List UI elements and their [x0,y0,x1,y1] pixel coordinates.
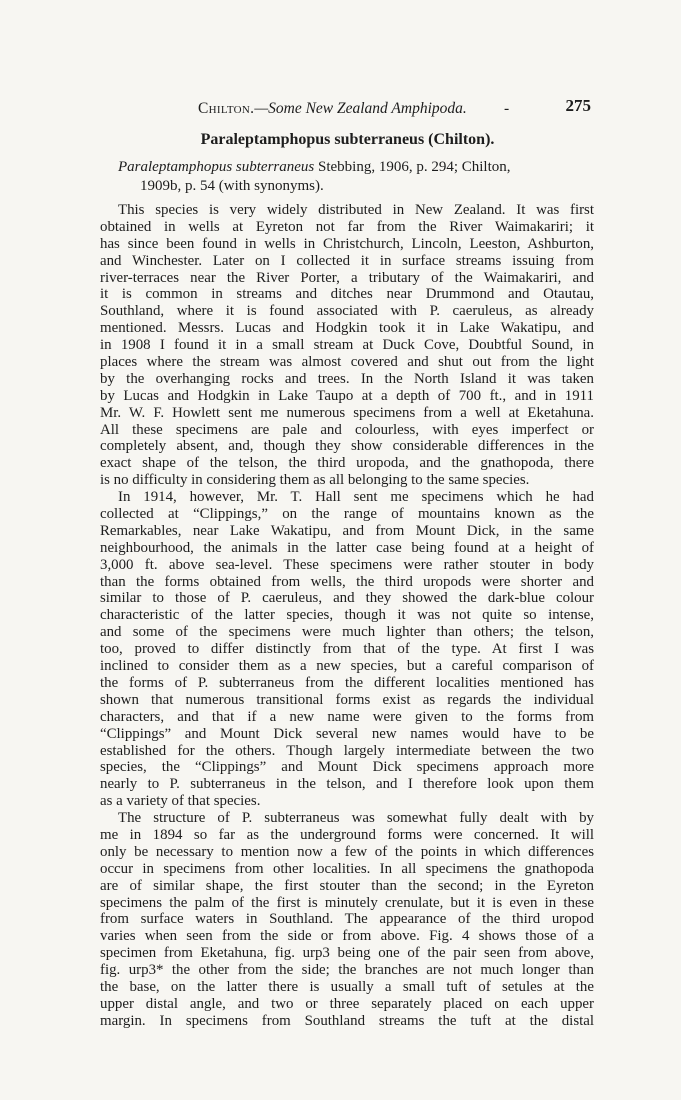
body-text [100,202,594,1030]
body-line: the forms of P. subterraneus from the different localities mentioned has [100,674,594,691]
body-line: river-terraces near the River Porter, a tributary of the Waimakariri, and [100,269,594,286]
body-line: nearly to P. subterraneus in the telson, and I therefore look upon them [100,776,594,793]
body-line: varies when seen from the side or from above. Fig. 4 shows those of a [100,928,594,945]
body-line: Mr. W. F. Howlett sent me numerous specimens from a well at Eketahuna. [100,404,594,421]
body-line: Remarkables, near Lake Wakatipu, and from Mount Dick, in the same [100,522,594,539]
body-line: characteristic of the latter species, though it was not quite so intense, [100,607,594,624]
body-line: mentioned. Messrs. Lucas and Hodgkin took it in Lake Wakatipu, and [100,320,594,337]
body-line: than the forms obtained from wells, the third uropods were shorter and [100,573,594,590]
body-line: exact shape of the telson, the third uropoda, and the gnathopoda, there [100,455,594,472]
body-line: the base, on the latter there is usually a small tuft of setules at the [100,978,594,995]
body-line: This species is very widely distributed in New Zealand. It was first [118,202,594,218]
body-line: margin. In specimens from Southland streams the tuft at the distal [100,1012,594,1029]
body-line: “Clippings” and Mount Dick several new names would have to be [100,725,594,742]
body-line: and Winchester. Later on I collected it in surface streams issuing from [100,252,594,269]
body-line: from surface waters in Southland. The appearance of the third uropod [100,911,594,928]
body-line: places where the stream was almost covered and shut out from the light [100,354,594,371]
body-line: has since been found in wells in Christchurch, Lincoln, Leeston, Ashburton, [100,235,594,252]
synonymy-citation-rest: Stebbing, 1906, p. 294; Chilton, [314,159,511,175]
body-line: specimens the palm of the first is minutely crenulate, but it is even in these [100,894,594,911]
synonymy-taxon: Paraleptamphopus subterraneus [118,159,315,175]
body-line: and some of the specimens were much lighter than others; the telson, [100,624,594,641]
running-title [198,99,467,119]
body-line: similar to those of P. caeruleus, and they showed the dark-blue colour [100,590,594,607]
body-line: in 1908 I found it in a small stream at Duck Cove, Doubtful Sound, in [100,337,594,354]
body-line: All these specimens are pale and colourless, with eyes imperfect or [100,421,594,438]
section-title: Paraleptamphopus subterraneus (Chilton). [200,131,495,148]
header-author: Chilton. [198,100,255,117]
body-line: collected at “Clippings,” on the range of mountains known as the [100,506,594,523]
body-line: established for the others. Though largely intermediate between the two [100,742,594,759]
body-line: neighbourhood, the animals in the latter case being found at a height of [100,539,594,556]
body-line: is no difficulty in considering them as all belonging to the same species. [100,472,530,489]
body-line: species, the “Clippings” and Mount Dick specimens approach more [100,759,594,776]
body-line: are of similar shape, the first stouter than the second; in the Eyreton [100,877,594,894]
body-line: fig. urp3* the other from the side; the branches are not much longer than [100,962,594,979]
body-line: 3,000 ft. above sea-level. These specimens were rather stouter in body [100,556,594,573]
body-line: inclined to consider them as a new species, but a careful comparison of [100,658,594,675]
body-line: occur in specimens from other localities. In all specimens the gnathopoda [100,860,594,877]
body-line: me in 1894 so far as the underground forms were concerned. It will [100,826,594,843]
synonymy-citation [118,158,598,196]
body-line: In 1914, however, Mr. T. Hall sent me specimens which he had [118,489,594,506]
body-line: shown that numerous transitional forms exist as regards the individual [100,691,594,708]
header-title: —Some New Zealand Amphipoda. [254,100,467,117]
body-line: characters, and that if a new name were given to the forms from [100,708,594,725]
body-line: as a variety of that species. [100,793,261,810]
body-line: too, proved to differ distinctly from that of the type. At first I was [100,641,594,658]
page-number: 275 [565,96,591,115]
header-dash: - [504,100,510,117]
running-header [100,96,595,123]
body-line: by the overhanging rocks and trees. In the North Island it was taken [100,370,594,387]
body-line: Southland, where it is found associated with P. caeruleus, as already [100,303,594,320]
body-line: specimen from Eketahuna, fig. urp3 being one of the pair seen from above, [100,945,594,962]
body-line: it is common in streams and ditches near Drummond and Otautau, [100,286,594,303]
body-line: upper distal angle, and two or three separately placed on each upper [100,995,594,1012]
body-line: only be necessary to mention now a few of the points in which differences [100,843,594,860]
body-line: by Lucas and Hodgkin in Lake Taupo at a depth of 700 ft., and in 1911 [100,387,594,404]
synonymy-line-2: 1909b, p. 54 (with synonyms). [140,178,324,194]
body-line: obtained in wells at Eyreton not far from the River Waimakariri; it [100,218,594,235]
body-line: completely absent, and, though they show considerable differences in the [100,438,594,455]
body-line: The structure of P. subterraneus was somewhat fully dealt with by [118,810,594,827]
